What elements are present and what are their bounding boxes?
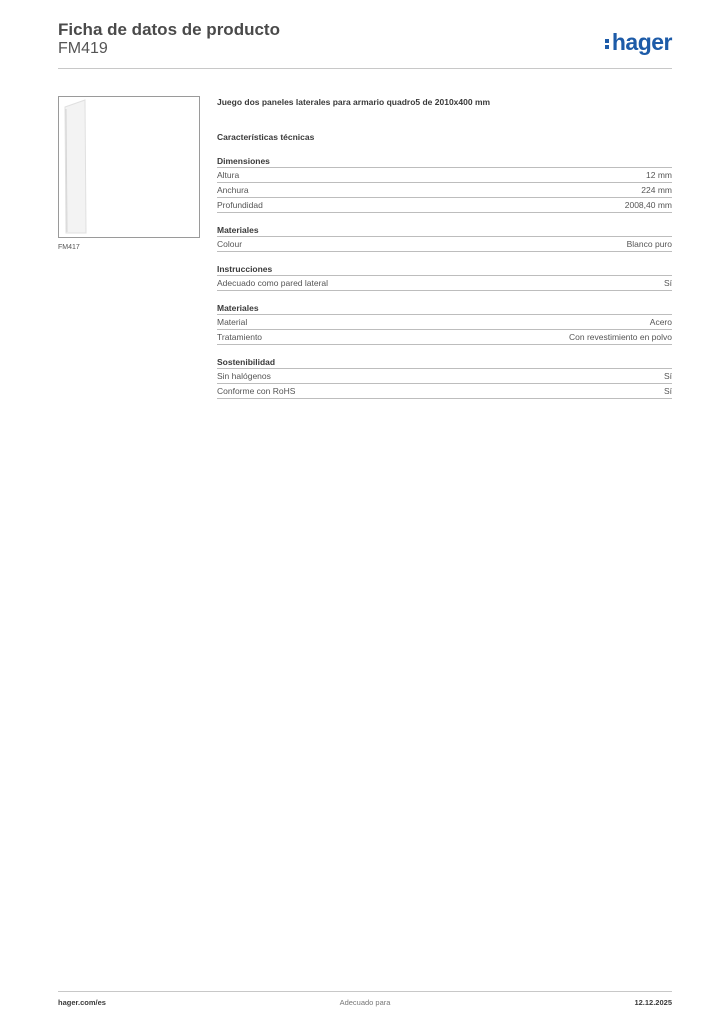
logo-dots-icon — [605, 37, 610, 51]
section-title: Materiales — [217, 225, 259, 235]
spec-table — [217, 275, 672, 291]
spec-row — [217, 167, 672, 182]
product-reference: FM419 — [58, 40, 108, 57]
footer-website[interactable]: hager.com/es — [58, 998, 106, 1007]
spec-value: 2008,40 mm — [624, 200, 672, 210]
spec-value: Sí — [663, 278, 672, 288]
footer-divider — [58, 991, 672, 992]
footer-date: 12.12.2025 — [634, 998, 672, 1007]
spec-label: Altura — [217, 170, 240, 180]
spec-table — [217, 368, 672, 399]
spec-label: Anchura — [217, 185, 249, 195]
image-caption: FM417 — [58, 244, 80, 251]
spec-row — [217, 368, 672, 383]
footer-center-text: Adecuado para — [339, 998, 391, 1007]
spec-value: Blanco puro — [626, 239, 672, 249]
page-header — [58, 20, 672, 70]
spec-value: 224 mm — [641, 185, 672, 195]
section-title: Sostenibilidad — [217, 357, 276, 367]
spec-value: Sí — [663, 386, 672, 396]
spec-row — [217, 182, 672, 197]
spec-label: Colour — [217, 239, 243, 249]
spec-label: Adecuado como pared lateral — [217, 278, 329, 288]
spec-table — [217, 167, 672, 213]
hager-logo — [605, 29, 672, 56]
spec-label: Tratamiento — [217, 332, 263, 342]
spec-section — [217, 155, 672, 213]
spec-label: Sin halógenos — [217, 371, 271, 381]
spec-row — [217, 275, 672, 290]
logo-text: hager — [611, 29, 672, 55]
spec-value: 12 mm — [646, 170, 672, 180]
spec-label: Material — [217, 317, 248, 327]
section-title: Dimensiones — [217, 156, 270, 166]
spec-label: Conforme con RoHS — [217, 386, 296, 396]
header-divider — [58, 68, 672, 69]
spec-section — [217, 263, 672, 291]
spec-row — [217, 197, 672, 212]
spec-section — [217, 302, 672, 345]
spec-row — [217, 314, 672, 329]
page-title: Ficha de datos de producto — [58, 20, 280, 39]
side-panel-image — [59, 97, 199, 237]
spec-sections — [217, 155, 672, 399]
spec-label: Profundidad — [217, 200, 263, 210]
technical-characteristics-title: Características técnicas — [217, 132, 315, 142]
spec-table — [217, 314, 672, 345]
section-title: Materiales — [217, 303, 259, 313]
spec-value: Con revestimiento en polvo — [568, 332, 672, 342]
product-image — [58, 96, 200, 238]
section-title: Instrucciones — [217, 264, 273, 274]
spec-value: Acero — [649, 317, 672, 327]
product-details — [217, 95, 672, 399]
spec-section — [217, 356, 672, 399]
spec-row — [217, 329, 672, 344]
spec-table — [217, 236, 672, 252]
spec-row — [217, 383, 672, 398]
spec-section — [217, 224, 672, 252]
spec-row — [217, 236, 672, 251]
product-description: Juego dos paneles laterales para armario quadro5 de 2010x400 mm — [217, 97, 491, 107]
spec-value: Sí — [663, 371, 672, 381]
